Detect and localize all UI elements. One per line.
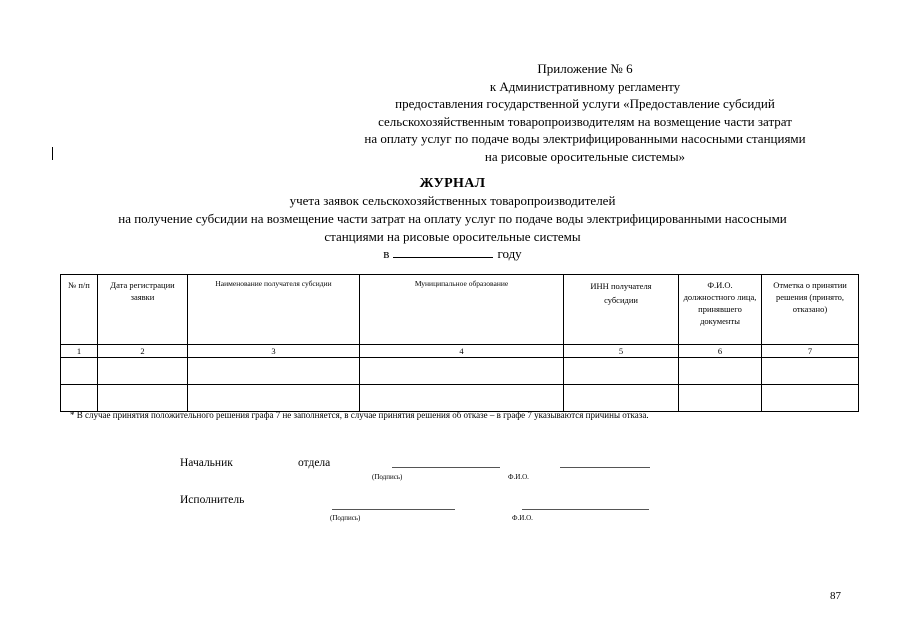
year-blank-field[interactable] — [393, 246, 493, 258]
table-cell[interactable] — [61, 358, 98, 385]
year-line — [0, 246, 905, 262]
executor-label: Исполнитель — [180, 494, 245, 506]
table-cell[interactable] — [762, 385, 859, 412]
col-header-number: № п/п — [61, 275, 98, 345]
col-number-5: 5 — [564, 345, 679, 358]
col-number-3: 3 — [188, 345, 360, 358]
col-header-decision: Отметка о принятии решения (принято, отказано) — [762, 275, 859, 345]
executor-signature-caption: (Подпись) — [330, 514, 361, 522]
appendix-line-4: сельскохозяйственным товаропроизводителям на возмещение части затрат — [378, 113, 792, 129]
head-department: отдела — [298, 457, 331, 469]
executor-name-caption: Ф.И.О. — [512, 514, 533, 522]
table-row — [61, 358, 859, 385]
subtitle-line-3: станциями на рисовые оросительные системы — [324, 228, 581, 244]
table-cell[interactable] — [762, 358, 859, 385]
subtitle-line-2: на получение субсидии на возмещение части затрат на оплату услуг по подаче воды электрифицированными насосными — [118, 210, 787, 226]
text-cursor — [52, 147, 53, 160]
col-number-6: 6 — [679, 345, 762, 358]
col-header-recipient: Наименование получателя субсидии — [188, 275, 360, 345]
appendix-line-5: на оплату услуг по подаче воды электрифицированными насосными станциями — [364, 131, 806, 147]
col-number-1: 1 — [61, 345, 98, 358]
appendix-line-6: на рисовые оросительные системы» — [484, 148, 686, 164]
head-signature-line[interactable] — [392, 467, 500, 468]
col-header-inn: ИНН получателя субсидии — [564, 275, 679, 345]
head-name-line[interactable] — [560, 467, 650, 468]
col-header-municipality: Муниципальное образование — [360, 275, 564, 345]
col-number-2: 2 — [98, 345, 188, 358]
table-footnote: * В случае принятия положительного решения графа 7 не заполняется, в случае принятия решения об отказе – в графе 7 указываются причины отказа. — [70, 410, 649, 420]
appendix-header — [300, 60, 870, 166]
appendix-line-3: предоставления государственной услуги «Предоставление субсидий — [395, 96, 775, 112]
appendix-line-2: к Административному регламенту — [489, 78, 681, 94]
table-cell[interactable] — [98, 385, 188, 412]
page-number: 87 — [830, 590, 841, 602]
appendix-number: Приложение № 6 — [537, 61, 633, 76]
col-number-4: 4 — [360, 345, 564, 358]
table-cell[interactable] — [679, 358, 762, 385]
table-header-row — [61, 275, 859, 345]
executor-signature-line[interactable] — [332, 509, 455, 510]
col-header-official: Ф.И.О. должностного лица, принявшего документы — [679, 275, 762, 345]
executor-name-line[interactable] — [522, 509, 649, 510]
head-signature-caption: (Подпись) — [372, 473, 403, 481]
table-cell[interactable] — [360, 358, 564, 385]
table-cell[interactable] — [564, 358, 679, 385]
journal-table — [60, 274, 859, 412]
table-cell[interactable] — [564, 385, 679, 412]
col-number-7: 7 — [762, 345, 859, 358]
head-label: Начальник — [180, 457, 233, 469]
table-cell[interactable] — [188, 385, 360, 412]
document-subtitle — [40, 192, 865, 245]
table-cell[interactable] — [679, 385, 762, 412]
table-cell[interactable] — [360, 385, 564, 412]
table-row — [61, 385, 859, 412]
table-cell[interactable] — [98, 358, 188, 385]
head-name-caption: Ф.И.О. — [508, 473, 529, 481]
col-header-date: Дата регистрации заявки — [98, 275, 188, 345]
year-suffix: году — [497, 246, 522, 261]
table-number-row — [61, 345, 859, 358]
table-cell[interactable] — [188, 358, 360, 385]
year-prefix: в — [383, 246, 390, 261]
document-title: ЖУРНАЛ — [419, 176, 486, 191]
subtitle-line-1: учета заявок сельскохозяйственных товаропроизводителей — [289, 193, 616, 208]
table-cell[interactable] — [61, 385, 98, 412]
